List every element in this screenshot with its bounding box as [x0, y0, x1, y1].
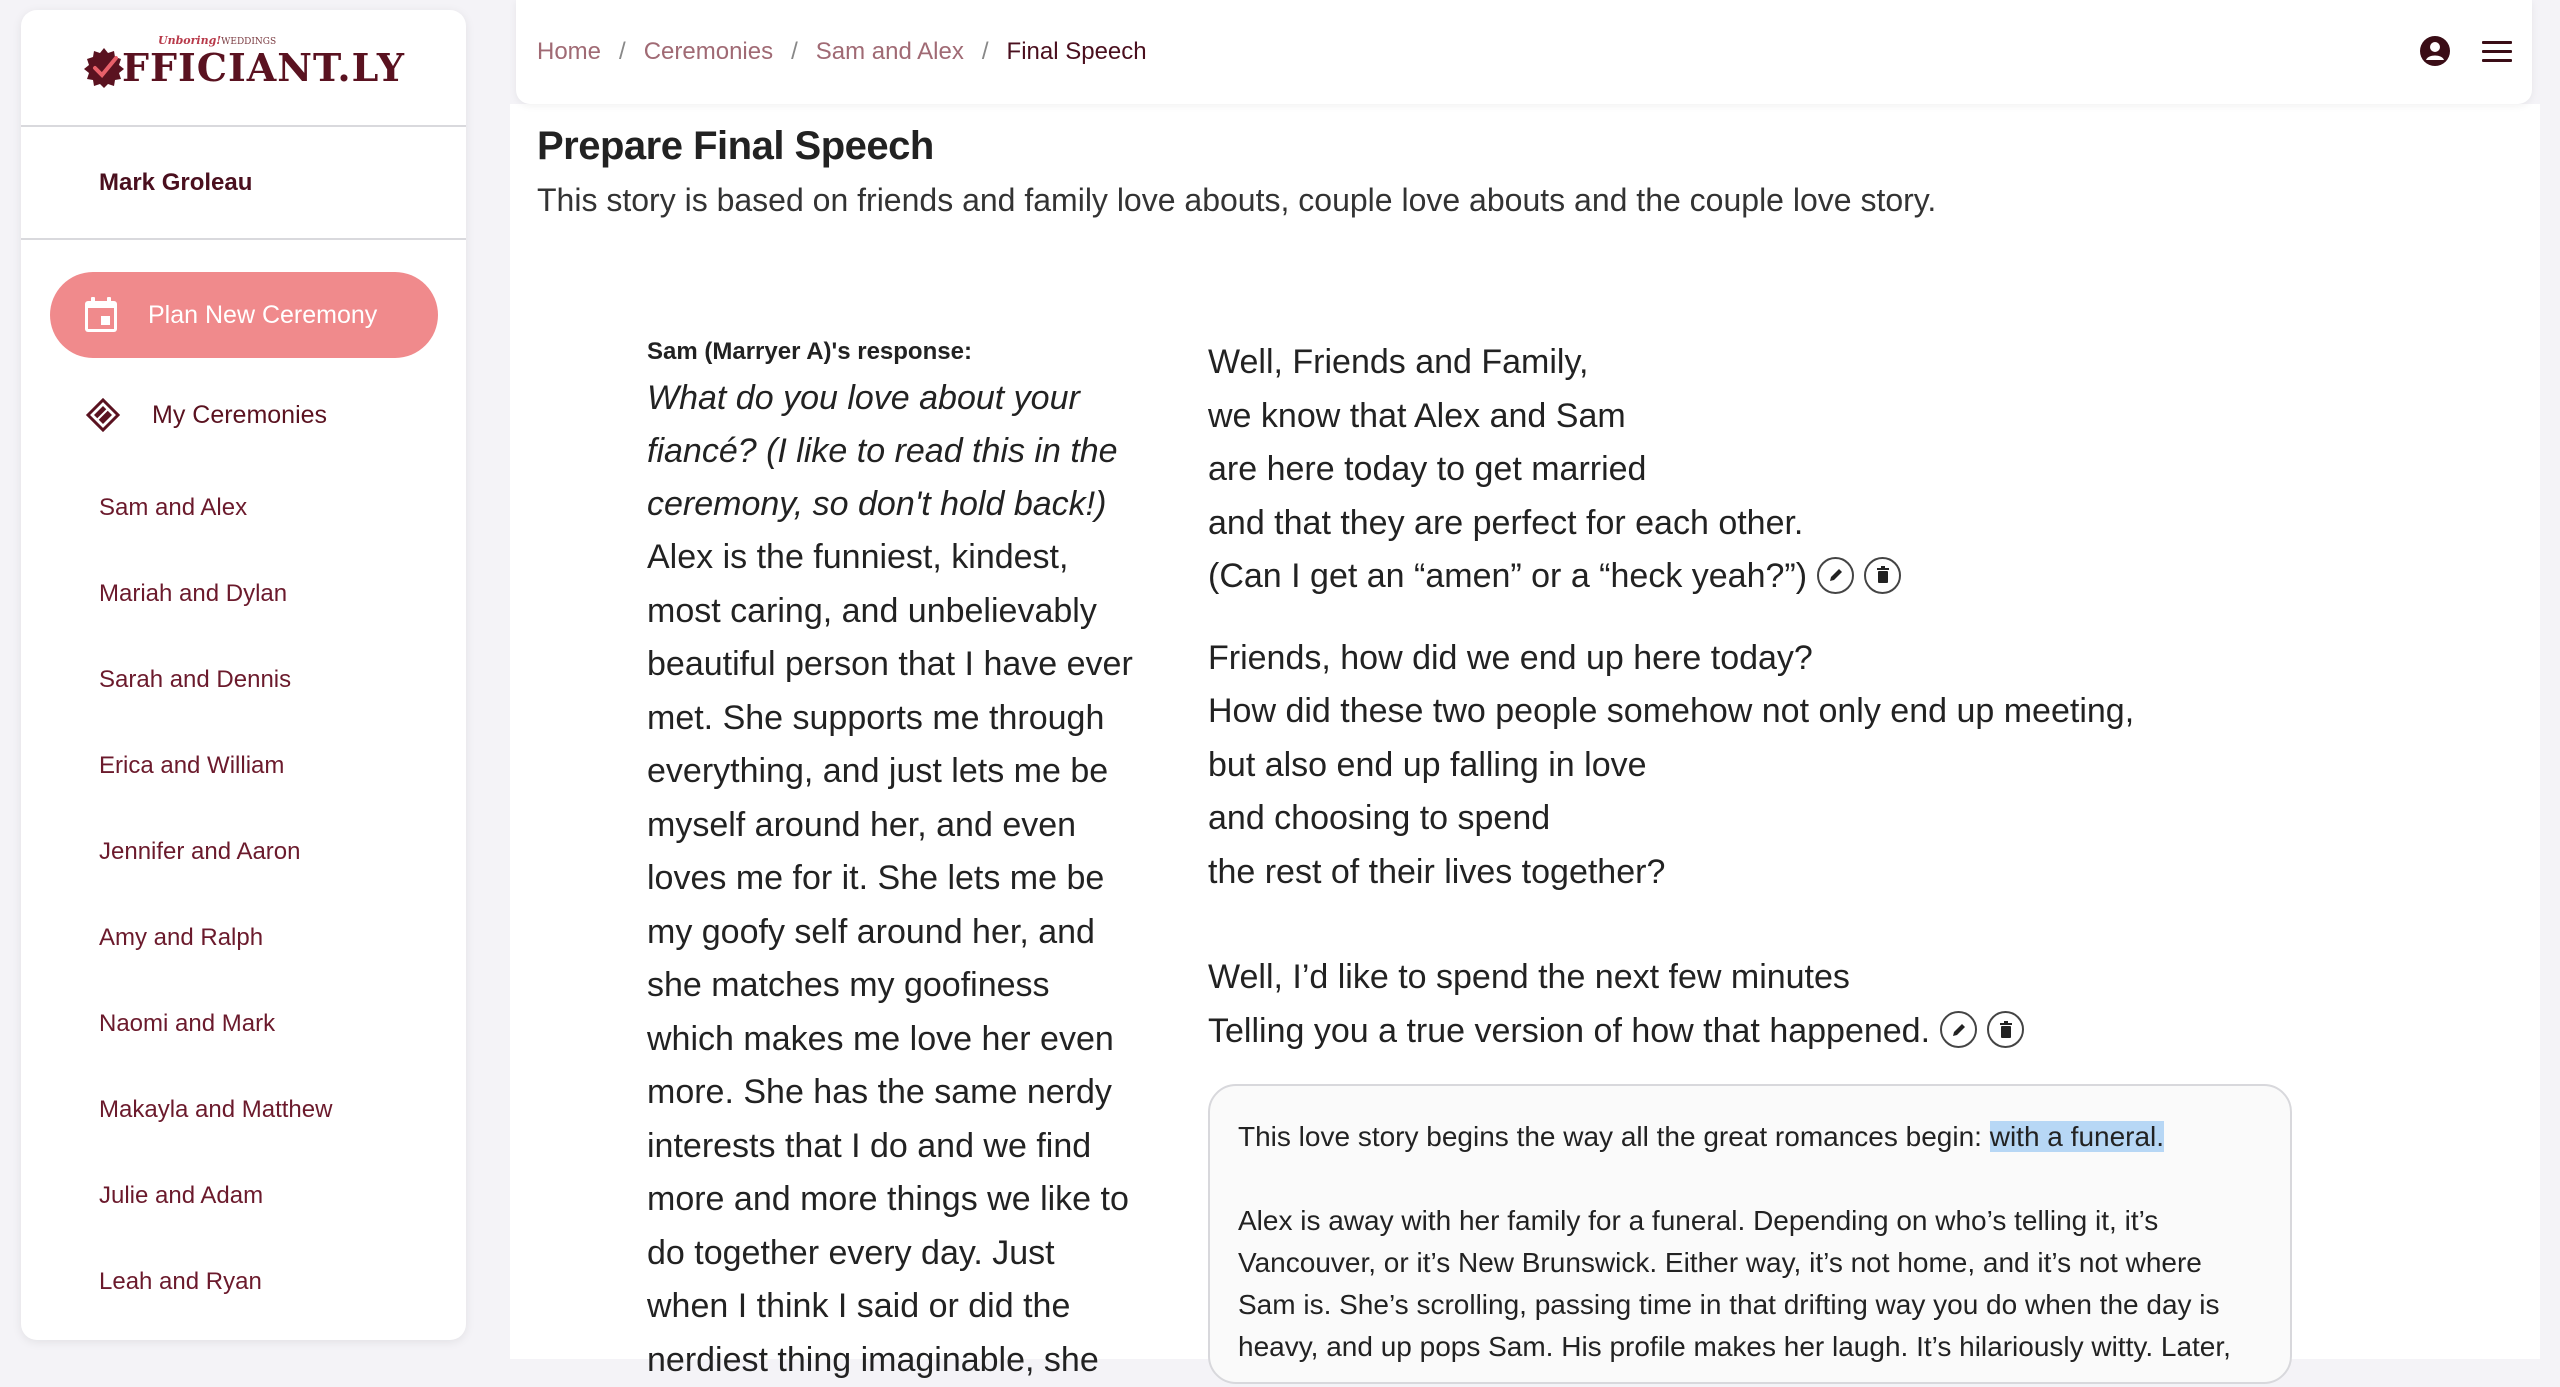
- response-heading: Sam (Marryer A)'s response:: [647, 338, 972, 365]
- love-story-editor[interactable]: [1208, 1084, 2292, 1384]
- marryer-response: [647, 338, 1137, 1387]
- response-question: What do you love about your fiancé? (I like to read this in the ceremony, so don't hold back!): [647, 379, 1118, 523]
- top-bar: [516, 0, 2532, 104]
- speech-line: we know that Alex and Sam: [1208, 396, 1626, 435]
- pencil-icon: [1950, 1021, 1968, 1039]
- pencil-icon: [1827, 566, 1845, 584]
- breadcrumb-ceremonies[interactable]: Ceremonies: [643, 38, 774, 65]
- ceremony-item-sarah-and-dennis[interactable]: Sarah and Dennis: [99, 666, 292, 693]
- speech-line: Well, Friends and Family,: [1208, 343, 1589, 381]
- ceremony-item-jennifer-and-aaron[interactable]: Jennifer and Aaron: [99, 838, 301, 865]
- speech-line-text: (Can I get an “amen” or a “heck yeah?”): [1208, 557, 1808, 595]
- my-ceremonies-link[interactable]: [50, 375, 438, 455]
- selected-text[interactable]: with a funeral.: [1989, 1121, 2165, 1152]
- speech-stanza-3: [1208, 951, 2308, 1058]
- speech-line: are here today to get married: [1208, 450, 1647, 488]
- trash-icon: [1875, 566, 1891, 584]
- badge-check-icon: [82, 46, 126, 90]
- breadcrumb-separator: /: [791, 38, 798, 65]
- breadcrumb-couple[interactable]: Sam and Alex: [815, 38, 964, 65]
- user-area: [21, 127, 466, 240]
- menu-icon[interactable]: [2480, 34, 2514, 68]
- ceremony-item-mariah-and-dylan[interactable]: Mariah and Dylan: [99, 580, 288, 607]
- speech-line: Well, I’d like to spend the next few minutes: [1208, 958, 1850, 996]
- story-paragraph-1: [1238, 1116, 2262, 1158]
- trash-icon: [1998, 1021, 2014, 1039]
- ceremony-item-makayla-and-matthew[interactable]: Makayla and Matthew: [99, 1096, 333, 1123]
- edit-button[interactable]: [1940, 1011, 1977, 1048]
- breadcrumb-home[interactable]: Home: [537, 38, 602, 65]
- breadcrumb-current: Final Speech: [1006, 38, 1147, 65]
- ceremony-item-amy-and-ralph[interactable]: Amy and Ralph: [99, 924, 264, 951]
- rings-icon: [84, 396, 122, 434]
- speech-stanza-2: [1208, 632, 2308, 900]
- main-content: [510, 104, 2540, 1379]
- speech-line: the rest of their lives together?: [1208, 852, 1666, 891]
- ceremony-item-naomi-and-mark[interactable]: Naomi and Mark: [99, 1010, 276, 1037]
- speech-line-with-actions: [1208, 1005, 2308, 1059]
- page-subtitle: This story is based on friends and family love abouts, couple love abouts and the couple love story.: [537, 182, 1937, 218]
- brand-logo[interactable]: [82, 34, 405, 90]
- sidebar: [21, 10, 466, 1340]
- speech-line: Friends, how did we end up here today?: [1208, 638, 1813, 677]
- logo-tagline: Unboring!WEDDINGS: [158, 34, 277, 47]
- plan-new-ceremony-label: Plan New Ceremony: [148, 300, 378, 329]
- delete-button[interactable]: [1864, 557, 1901, 594]
- calendar-icon: [84, 297, 118, 333]
- ceremony-item-leah-and-ryan[interactable]: Leah and Ryan: [99, 1268, 262, 1295]
- plan-new-ceremony-button[interactable]: [50, 272, 438, 358]
- page-title: Prepare Final Speech: [537, 124, 934, 168]
- top-bar-actions: [2418, 34, 2514, 68]
- speech-line-text: Telling you a true version of how that happened.: [1208, 1011, 1931, 1050]
- speech-line: but also end up falling in love: [1208, 745, 1647, 784]
- ceremony-item-sam-and-alex[interactable]: Sam and Alex: [99, 494, 248, 521]
- breadcrumb-separator: /: [619, 38, 626, 65]
- my-ceremonies-label: My Ceremonies: [152, 400, 328, 429]
- breadcrumb-separator: /: [981, 38, 989, 65]
- story-text: This love story begins the way all the great romances begin:: [1238, 1121, 1990, 1152]
- ceremony-item-erica-and-william[interactable]: Erica and William: [99, 752, 285, 779]
- account-icon[interactable]: [2418, 34, 2452, 68]
- speech-line: How did these two people somehow not only end up meeting,: [1208, 692, 2135, 730]
- logo-area: [21, 10, 466, 127]
- story-paragraph-2: Alex is away with her family for a funeral. Depending on who’s telling it, it’s Vancouver, or it’s New Brunswick. Either way, it’s not home, and it’s not where Sam is. She’s scrolling, passing time in that drifting way you do when the day is heavy, and up pops Sam. His profile makes her laugh. It’s hilariously witty. Later,: [1238, 1205, 2231, 1362]
- speech-draft: [1208, 336, 2308, 1058]
- breadcrumb: [537, 38, 1147, 66]
- speech-line-with-actions: [1208, 550, 2308, 604]
- speech-line: and choosing to spend: [1208, 799, 1551, 837]
- edit-button[interactable]: [1817, 557, 1854, 594]
- ceremony-list: [99, 465, 332, 1325]
- response-answer: Alex is the funniest, kindest, most caring, and unbelievably beautiful person that I have ever met. She supports me through everything, and just lets me be myself around her, and even loves me for it. She lets me be my goofy self around her, and she matches my goofiness which makes me love her even more. She has the same nerdy interests that I do and we find more and more things we like to do together every day. Just when I think I said or did the nerdiest thing imaginable, she: [647, 538, 1133, 1379]
- speech-stanza-1: [1208, 336, 2308, 604]
- logo-text: FFICIANT.LY: [122, 45, 405, 90]
- delete-button[interactable]: [1987, 1011, 2024, 1048]
- ceremony-item-julie-and-adam[interactable]: Julie and Adam: [99, 1182, 264, 1209]
- speech-line: and that they are perfect for each other.: [1208, 503, 1804, 542]
- user-name: Mark Groleau: [99, 168, 253, 196]
